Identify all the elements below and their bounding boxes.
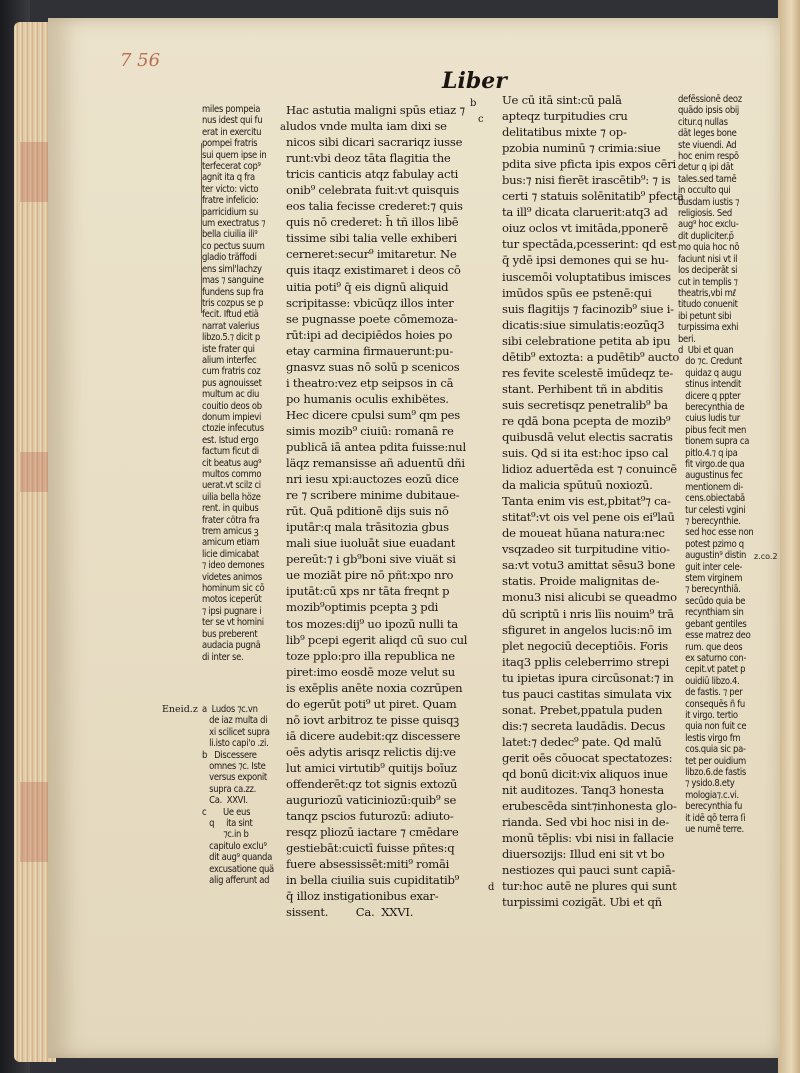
text-line: iputār:q mala trāsitozia gbus (286, 520, 449, 535)
text-line: re ⁊ scribere minime dubitaue- (286, 488, 460, 503)
binding-stain (20, 452, 50, 492)
text-line: po humanis oculis exhibëtes. (286, 391, 449, 406)
gloss-line: theatris,vbi mℓ (678, 287, 736, 299)
text-line: stitat⁹:vt ois vel pene ois ei⁹laū (502, 510, 675, 525)
text-line: certi ⁊ statuis solēnitatib⁹ pfecta (502, 189, 684, 204)
text-line: sa:vt votu3 amittat sēsu3 bone (502, 558, 676, 573)
text-line: offenderēt:qz tot signis extozū (286, 776, 458, 791)
gloss-line: ens siml'lachzy (202, 263, 262, 275)
gloss-line: nus idest qui fu (202, 115, 263, 127)
text-line: toze pplo:pro illa republica ne (286, 648, 455, 663)
gloss-line: cuius ludis tur (678, 413, 740, 425)
text-line: scripitasse: vbicūqz illos inter (286, 295, 454, 310)
text-line: läqz remansisse añ aduentū dñi (286, 456, 465, 471)
gloss-line: pus agnouisset (202, 377, 262, 389)
text-line: sonat. Prebet,ppatula puden (502, 702, 663, 717)
book-page (48, 18, 780, 1058)
gloss-line: li.isto capi'o .zi. (202, 738, 269, 750)
gloss-line: mologia⁊.c.vi. (678, 789, 739, 801)
main-text-left-column (286, 102, 514, 922)
gloss-line: de fastis. ⁊ per (678, 687, 743, 699)
gloss-line: d Ubi et quan (678, 344, 734, 356)
text-line: tricis canticis atqz fabulay acti (286, 167, 459, 182)
gloss-line: quia non fuit ce (678, 721, 747, 733)
binding-stain (20, 142, 50, 202)
gloss-line: supra ca.zz. (202, 783, 256, 795)
gloss-line: alig afferunt ad (202, 875, 270, 887)
gloss-line: libzo.5.⁊ dicit p (202, 332, 260, 344)
text-line: suis. Qd si ita est:hoc ipso cal (502, 446, 669, 461)
gloss-line: cit beatus aug⁹ (202, 457, 262, 469)
gloss-line: uilia bella höze (202, 491, 261, 503)
running-head: Liber (442, 68, 507, 94)
text-line: latet:⁊ dedec⁹ pate. Qd malū (502, 734, 662, 749)
gloss-line: augustin⁹ distin (678, 550, 747, 562)
text-line: rūt. Quā pditionē dijs suis nō (286, 504, 449, 519)
gloss-line: capitulo exclu⁹ (202, 840, 267, 852)
gloss-line: ste viuendi. Ad (678, 139, 737, 151)
text-line: pdita sive pficta ipis expos cēri (502, 157, 676, 172)
gloss-line: in occulto qui (678, 185, 731, 197)
gloss-line: di inter se. (202, 651, 244, 663)
text-line: oēs adytis arisqz relictis dij:ve (286, 744, 456, 759)
text-line: diuersozijs: Illud eni sit vt bo (502, 847, 665, 862)
gloss-line: ue numē terre. (678, 824, 744, 835)
gloss-line: dit dupliciter.p̄ (678, 230, 734, 242)
text-line: q̄ illoz instigationibus exar- (286, 889, 439, 904)
gloss-line: it idē qō terra ſi (678, 812, 746, 824)
gloss-line: multos commo (202, 469, 262, 480)
text-line: suis flagitijs ⁊ facinozib⁹ siue i- (502, 301, 674, 316)
text-line: nri iesu xpi:auctozes eozū dice (286, 472, 459, 487)
gloss-line: do ⁊c. Credunt (678, 356, 743, 368)
text-line: sissent. Ca. XXVI. (286, 905, 414, 920)
gloss-line: beri. (678, 333, 696, 345)
text-line: sibi celebratione petita ab ipu (502, 333, 671, 348)
text-line: iuscemōi voluptatibus imisces (502, 269, 671, 284)
gloss-line: faciunt nisi vt il (678, 253, 738, 265)
gloss-line: hoc enim respō (678, 151, 739, 163)
gloss-line: gebant gentiles (678, 618, 747, 630)
gloss-line: cepit.vt patet p (678, 664, 746, 676)
gloss-line: ctozie infecutus (202, 423, 264, 435)
text-line: tus pauci castitas simulata vix (502, 686, 672, 701)
text-line: tanqz pscios futurozū: adiuto- (286, 809, 454, 824)
gloss-line: esse matrez deo (678, 630, 751, 642)
gloss-line: mas ⁊ sanguine (202, 275, 264, 287)
gloss-line: iste frater qui (202, 343, 255, 355)
left-gloss-column (202, 104, 294, 664)
gloss-line: los deciperāt si (678, 265, 738, 277)
text-line: i theatro:vez etp seipsos in cā (286, 375, 454, 390)
gloss-line: berecynthia fu (678, 801, 743, 813)
gloss-line: bella ciuilia ili⁹ (202, 229, 258, 241)
gloss-line: pompei fratris (202, 138, 258, 150)
gloss-line: mentionem di- (678, 481, 743, 493)
text-line: vsqzadeo sit turpitudine vitio- (502, 542, 670, 557)
text-line: publicā iā antea pdita fuisse:nul (286, 439, 466, 454)
gloss-line: alium interfec (202, 354, 257, 366)
gloss-line: fundens sup fra (202, 286, 264, 298)
gloss-line: guit inter cele- (678, 561, 743, 573)
column-marker-d: d (488, 882, 495, 893)
gloss-line: ⁊ ideo demones (202, 560, 265, 572)
text-line: nicos sibi dicari sacrariqz iusse (286, 135, 463, 150)
text-line: cerneret:secur⁹ imitaretur. Ne (286, 247, 457, 262)
text-line: lut amici virtutib⁹ quitijs boīuz (286, 760, 457, 775)
gloss-line: trem amicus ꝫ (202, 526, 259, 538)
text-line: ta ill⁹ dicata claruerit:atq3 ad (502, 205, 668, 220)
gloss-line: fratre infelicio: (202, 195, 259, 207)
folio-mark: 7 56 (120, 50, 161, 71)
text-line: tu ipietas ipura circūsonat:⁊ in (502, 670, 674, 685)
gloss-line: a Ludos ⁊c.vn (202, 704, 258, 715)
text-line: oiuz oclos vt imitāda,pponerē (502, 221, 668, 236)
gloss-line: tris cozpus se p (202, 297, 264, 309)
text-line: mali siue iuoluāt siue euadant (286, 536, 456, 551)
gloss-line: c Ue eus (202, 806, 251, 818)
gloss-line: licie dimicabat (202, 548, 259, 560)
gloss-line: augustinus fec (678, 470, 743, 482)
gloss-line: erat in exercitu (202, 126, 262, 138)
text-line: erubescēda sint⁊inhonesta glo- (502, 799, 677, 814)
gloss-line: um exectratus ⁊ (202, 218, 266, 230)
gloss-line: citur.q nullas (678, 116, 728, 128)
text-line: stant. Perhibent tñ in abditis (502, 381, 663, 396)
text-line: Tanta enim vis est,pbitat⁹⁊ ca- (502, 494, 671, 509)
text-line: quis itaqz existimaret i deos cō (286, 263, 461, 278)
gloss-line: rum. que deos (678, 641, 743, 653)
text-line: simis mozib⁹ ciuiū: romanā re (286, 423, 454, 438)
text-line: Hac astutia maligni spūs etiaz ⁊ (286, 103, 465, 117)
gloss-line: secūdo quia be (678, 595, 746, 607)
gloss-line: de iaz multa di (202, 715, 268, 727)
gloss-line: cos.quia sic pa- (678, 744, 746, 756)
gloss-line: Ca. XXVI. (202, 795, 248, 807)
text-line: quis nō crederet: h̄ tñ illos libē (286, 215, 459, 230)
text-line: turpissimi cozigāt. Ubi et qñ (502, 895, 662, 910)
text-line: apteqz turpitudies cru (502, 109, 628, 124)
gloss-line: motos iceperūt (202, 594, 262, 606)
cross-reference-note: z.co.2 (754, 552, 778, 561)
facing-page-edge (778, 0, 800, 1073)
gloss-line: berecynthia de (678, 401, 745, 413)
gloss-line: dāt leges bone (678, 128, 737, 140)
text-line: pzobia numinū ⁊ crimia:siue (502, 141, 661, 156)
text-line: dicatis:siue simulatis:eozūq3 (502, 317, 665, 332)
gloss-line: xi scilicet supra (202, 726, 270, 738)
gloss-line: stem virginem (678, 573, 743, 585)
text-line: Ue cū itā sint:cū palā (502, 93, 622, 107)
text-line: etay carmina firmauerunt:pu- (286, 343, 454, 358)
text-line: q̄ ydē ipsi demones qui se hu- (502, 253, 669, 268)
gloss-line: est. Istud ergo (202, 434, 259, 446)
column-marker-c: c (478, 114, 484, 125)
text-line: monu3 nisi alicubi se queadmo (502, 590, 677, 605)
text-line: nestiozes qui pauci sunt capiā- (502, 863, 676, 878)
gloss-line: quādo ipsis obij (678, 105, 739, 117)
gloss-line: factum ficut di (202, 446, 259, 458)
gloss-line: aug⁹ hoc exclu- (678, 219, 739, 231)
gloss-line: sed hoc esse non (678, 527, 754, 539)
gloss-line: dit aug⁹ quanda (202, 852, 272, 864)
text-line: sfiguret in angelos lucis:nō im (502, 622, 672, 637)
text-line: piret:imo eosdē moze velut su (286, 664, 455, 679)
text-line: iā dicere audebit:qz discessere (286, 728, 461, 743)
text-line: statis. Proide malignitas de- (502, 574, 660, 589)
gloss-line: tur celesti vgini (678, 504, 746, 516)
gloss-line: pitlo.4.⁊ q ipa (678, 447, 738, 459)
gloss-line: consequēs ñ fu (678, 698, 745, 710)
text-line: ue moziāt pire nō pñt:xpo nro (286, 568, 454, 583)
gloss-line: ⁊c.in b (202, 829, 249, 841)
text-line: ludos vnde multa iam dixi se (286, 119, 447, 134)
gloss-line: stinus intendit (678, 379, 741, 391)
gloss-line: tionem supra ca (678, 436, 750, 448)
text-line: lib⁹ pcepi egerit aliqd cū suo cul (286, 632, 468, 647)
text-line: monū tēplis: vbi nisi in fallacie (502, 831, 674, 846)
text-line: dū scriptū i nris līis nouim⁹ trā (502, 606, 674, 621)
gloss-line: ex saturno con- (678, 652, 747, 664)
right-gloss-column (678, 94, 778, 914)
gloss-line: amicum etiam (202, 537, 260, 549)
gloss-line: fecit. Iftud etiä (202, 309, 259, 321)
gloss-line: cut in templis ⁊ (678, 276, 738, 288)
text-line: eos talia fecisse crederet:⁊ quis (286, 199, 463, 214)
text-line: de moueat hūana natura:nec (502, 526, 665, 541)
text-line: imūdos spūs ee pstenē:qui (502, 285, 652, 300)
text-line: suis secretisqz penetralib⁹ ba (502, 397, 668, 412)
gloss-line: multum ac diu (202, 389, 260, 401)
gloss-line: titudo conuenit (678, 299, 738, 311)
gloss-line: videtes animos (202, 571, 262, 583)
text-line: do egerūt poti⁹ ut piret. Quam (286, 696, 457, 711)
text-line: tur:hoc autē ne plures qui sunt (502, 879, 677, 894)
gloss-line: q ita sint (202, 818, 253, 830)
text-line: se pugnasse poete cōmemoza- (286, 311, 458, 326)
text-line: res fevite scelestē imūdeqz te- (502, 365, 674, 380)
text-line: is exēplis anēte noxia cozrūpen (286, 680, 463, 695)
gloss-line: ⁊ berecynthiā. (678, 584, 741, 596)
gloss-line: parricidium su (202, 206, 259, 218)
gloss-line: co pectus suum (202, 240, 265, 252)
text-line: qd bonū dicit:vix aliquos inue (502, 766, 668, 781)
gloss-line: versus exponit (202, 772, 267, 784)
text-line: gerit oēs cōuocat spectatozes: (502, 750, 673, 765)
gloss-line: rent. in quibus (202, 503, 259, 515)
text-line: tur spectāda,pcesserint: qd est (502, 237, 677, 252)
column-marker-a: a (280, 122, 286, 133)
gloss-line: defēssionē deoz (678, 94, 742, 105)
text-line: uitia poti⁹ q̄ eis dignū aliquid (286, 279, 449, 294)
gloss-line: potest pzimo q (678, 538, 744, 550)
left-gloss-lower (202, 704, 294, 904)
gloss-line: ⁊ berecynthie. (678, 516, 741, 528)
gloss-line: religiosis. Sed (678, 208, 732, 220)
text-line: bus:⁊ nisi fierēt irascētib⁹: ⁊ is (502, 173, 671, 188)
gloss-line: lestis virgo fm (678, 732, 741, 744)
text-line: Hec dicere cpulsi sum⁹ qm pes (286, 407, 460, 422)
text-line: mozib⁹optimis pcepta ꝫ pdi (286, 600, 439, 615)
text-line: dis:⁊ secreta laudādis. Decus (502, 718, 666, 733)
text-line: da malicia spūtuū noxiozū. (502, 478, 653, 493)
gloss-line: ouidiū libzo.4. (678, 675, 740, 687)
text-line: tissime sibi talia velle exhiberi (286, 231, 457, 246)
text-line: delitatibus mixte ⁊ op- (502, 125, 627, 140)
gloss-line: busdam iustis ⁊ (678, 196, 740, 208)
gloss-line: agnit ita q fra (202, 172, 255, 184)
eneid-marginal-note: Eneid.z (162, 704, 198, 715)
gloss-line: hominum sic cō (202, 583, 265, 595)
text-line: gnasvz suas nō solū p scenicos (286, 359, 460, 374)
text-line: re qdā bona pcepta de mozib⁹ (502, 413, 671, 428)
gloss-line: b Discessere (202, 749, 257, 761)
gloss-line: excusatione quä (202, 863, 274, 875)
text-line: dētib⁹ extozta: a pudētib⁹ aucto (502, 349, 680, 364)
gloss-line: tales.sed tamē (678, 173, 737, 185)
gloss-line: tet per ouidium (678, 755, 746, 767)
text-line: rianda. Sed vbi hoc nisi in de- (502, 815, 670, 830)
text-line: rūt:ipi ad decipiēdos hoies po (286, 327, 453, 342)
gloss-line: dicere q ppter (678, 390, 741, 402)
gloss-line: cum fratris coz (202, 366, 261, 378)
gloss-line: ⁊ ipsi pugnare i (202, 605, 262, 617)
text-line: pereūt:⁊ i gb⁹boni sive viuät si (286, 552, 456, 567)
gloss-line: turpissima exhi (678, 322, 739, 334)
gloss-line: ⁊ ysido.8.ety (678, 778, 735, 790)
column-marker-b: b (470, 98, 477, 109)
gloss-line: frater cötra fra (202, 514, 260, 526)
gloss-line: recynthiam sin (678, 607, 744, 619)
gloss-line: fit virgo.de qua (678, 459, 745, 470)
gloss-line: mo quia hoc nō (678, 242, 740, 254)
text-line: tos mozes:dij⁹ uo ipozū nulli ta (286, 616, 458, 631)
gloss-line: omnes ⁊c. Iste (202, 761, 266, 773)
gloss-line: detur q ipi dāt (678, 162, 734, 174)
text-line: in bella ciuilia suis cupiditatib⁹ (286, 873, 460, 888)
gloss-line: it virgo. tertio (678, 709, 738, 721)
gloss-line: uerat.vt scilz ci (202, 480, 261, 492)
gloss-line: ibi petunt sibi (678, 310, 732, 322)
gloss-line: gladio träffodi (202, 252, 257, 264)
text-line: lidioz aduertēda est ⁊ conuincē (502, 462, 677, 477)
text-line: runt:vbi deoz tāta flagitia the (286, 151, 451, 166)
gloss-line: bus preberent (202, 628, 258, 640)
text-line: gestiebāt:cuictī fuisse pñtes:q (286, 841, 455, 856)
gloss-line: narrat valerius (202, 320, 260, 332)
text-line: itaq3 pplis celeberrimo strepi (502, 654, 669, 669)
text-line: iputāt:cū xps nr tāta freqnt p (286, 584, 450, 599)
gloss-line: audacia pugnä (202, 640, 261, 652)
text-line: auguriozū vaticiniozū:quib⁹ se (286, 793, 457, 808)
gloss-line: quidaz q augu (678, 367, 742, 379)
gloss-line: libzo.6.de fastis (678, 766, 747, 778)
gloss-line: cens.obiectabā (678, 493, 745, 505)
binding-stain (20, 782, 50, 862)
text-line: quibusdā velut electis sacratis (502, 429, 673, 444)
gloss-bracket (201, 143, 202, 313)
gloss-line: ter victo: victo (202, 183, 259, 195)
text-line: onib⁹ celebrata fuit:vt quisquis (286, 183, 459, 198)
gloss-line: miles pompeia (202, 104, 261, 115)
gloss-line: terfecerat cop⁹ (202, 161, 261, 173)
text-line: resqz pliozū iactare ⁊ cmēdare (286, 825, 459, 840)
text-line: nō iovt arbitroz te pisse quisqꝫ (286, 712, 459, 727)
gloss-line: donum impievi (202, 411, 261, 423)
text-line: fuere absessissēt:miti⁹ romāi (286, 857, 450, 872)
text-line: nit auditozes. Tanq3 honesta (502, 783, 664, 798)
gloss-line: sui quem ipse in (202, 149, 267, 161)
text-line: plet negociū deceptiōis. Foris (502, 638, 668, 653)
gloss-line: couitio deos ob (202, 400, 262, 412)
gloss-line: pibus fecit men (678, 424, 746, 436)
gloss-line: ter se vt homini (202, 617, 264, 629)
